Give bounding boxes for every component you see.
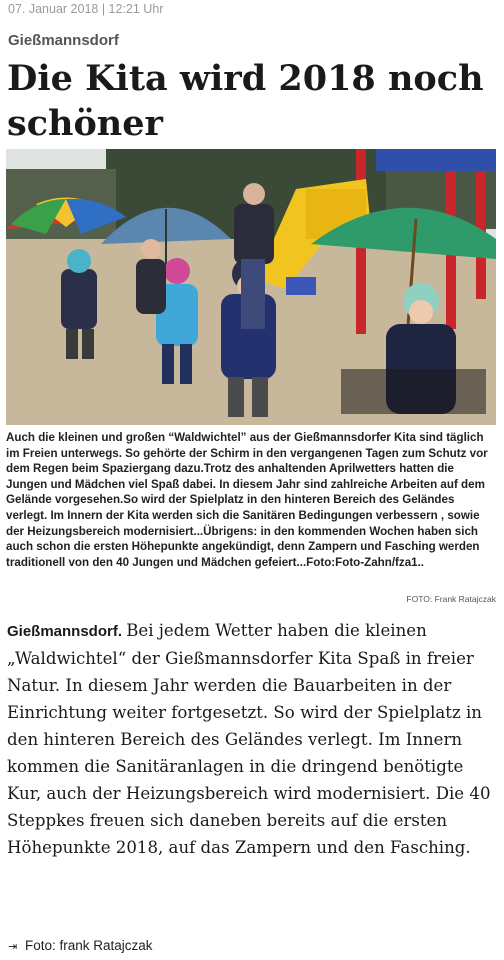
article-photo	[6, 149, 496, 425]
article-body	[7, 617, 497, 861]
photo-credit: FOTO: Frank Ratajczak	[406, 594, 496, 604]
article-headline: Die Kita wird 2018 noch schöner	[7, 58, 484, 144]
kita-playground-photo	[6, 149, 496, 425]
body-lead: Gießmannsdorf.	[7, 623, 127, 640]
footer-credit-text: Foto: frank Ratajczak	[24, 938, 153, 953]
article-dateline: 07. Januar 2018 | 12:21 Uhr	[8, 2, 164, 16]
photo-caption: Auch die kleinen und großen “Waldwichtel” aus der Gießmannsdorfer Kita sind täglich im Freien unterwegs. So gehörte der Schirm in den vergangenen Tagen zum Schutz vor dem Regen beim Spaziergang dazu.Trotz des anhaltenden Aprilwetters hatten die Jungen und Mädchen viel Spaß dabei. In diesem Jahr sind zahlreiche Arbeiten auf dem Gelände vorgesehen.So wird der Spielplatz in den hinteren Bereich des Geländes verlegt. Im Innern der Kita werden sich die Sanitären Bedingungen verbessern , sowie der Heizungsbereich modernisiert...Übrigens: in den kommenden Wochen haben sich auch schon die ersten Höhepunkte angekündigt, denn Zampern und Fasching werden traditionell von den 40 Jungen und Mädchen gefeiert...Foto:Foto-Zahn/fza1..	[6, 431, 488, 569]
footer-photo-credit[interactable]	[8, 938, 153, 953]
article-kicker: Gießmannsdorf	[8, 32, 119, 49]
body-text: Bei jedem Wetter haben die kleinen „Waldwichtel“ der Gießmannsdorfer Kita Spaß in freier Natur. In diesem Jahr werden die Bauarbeiten in der Einrichtung weiter fortgesetzt. So wird der Spielplatz in den hinteren Bereich des Geländes verlegt. Im Innern kommen die Sanitäranlagen in die dringend benötigte Kur, auch der Heizungsbereich wird modernisiert. Die 40 Steppkes freuen sich daneben bereits auf die ersten Höhepunkte 2018, auf das Zampern und den Fasching.	[7, 621, 491, 857]
arrow-right-icon: ⇥	[8, 941, 18, 953]
